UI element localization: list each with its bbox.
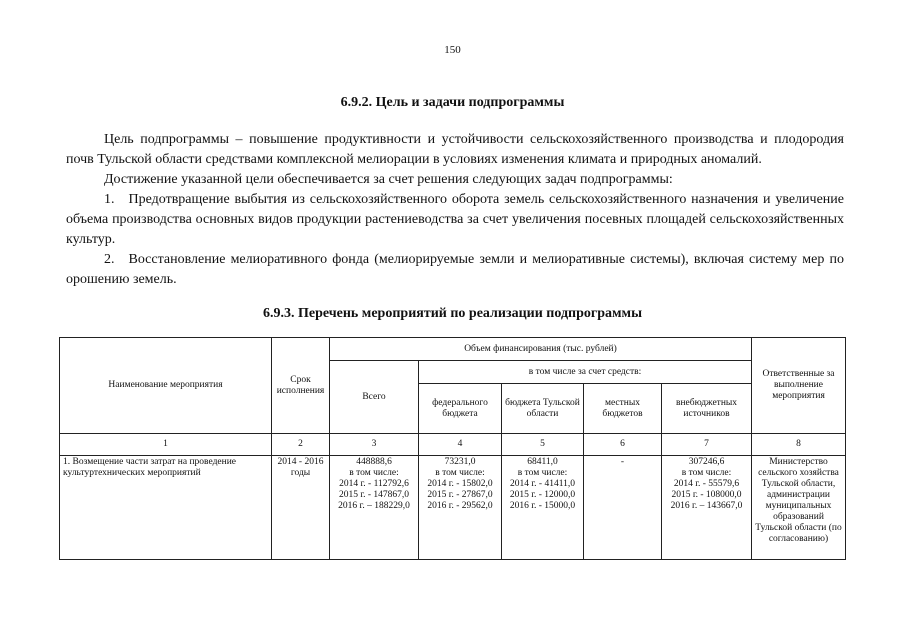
col-number: 7 xyxy=(662,434,752,456)
row1-federal: 73231,0 в том числе: 2014 г. - 15802,0 2015 г. - 27867,0 2016 г. - 29562,0 xyxy=(419,456,502,560)
section-title-goals: 6.9.2. Цель и задачи подпрограммы xyxy=(340,95,565,110)
table-row xyxy=(60,456,846,560)
header-local: местных бюджетов xyxy=(584,384,662,434)
col-number: 1 xyxy=(60,434,272,456)
activities-table xyxy=(59,337,846,560)
row1-responsible: Министерство сельского хозяйства Тульской области, администрации муниципальных образований Тульской области (по согласованию) xyxy=(752,456,846,560)
task-2-paragraph: 2. Восстановление мелиоративного фонда (мелиорируемые земли и мелиоративные системы), включая систему мер по орошению земель. xyxy=(66,252,844,287)
col-number: 6 xyxy=(584,434,662,456)
header-federal: федерального бюджета xyxy=(419,384,502,434)
row1-total: 448888,6 в том числе: 2014 г. - 112792,6 2015 г. - 147867,0 2016 г. – 188229,0 xyxy=(330,456,419,560)
row1-name: 1. Возмещение части затрат на проведение культуртехнических мероприятий xyxy=(60,456,272,560)
header-extra: внебюджетных источников xyxy=(662,384,752,434)
goals-block xyxy=(66,130,844,290)
task-1-paragraph: 1. Предотвращение выбытия из сельскохозяйственного оборота земель сельскохозяйственного назначения и увеличение объема производства основных видов продукции растениеводства за счет увеличения посевных площадей сельскохозяйственных культур. xyxy=(66,192,844,247)
header-total: Всего xyxy=(330,361,419,434)
row1-local: - xyxy=(584,456,662,560)
header-funding: Объем финансирования (тыс. рублей) xyxy=(330,338,752,361)
header-including: в том числе за счет средств: xyxy=(419,361,752,384)
header-regional: бюджета Тульской области xyxy=(502,384,584,434)
col-number: 3 xyxy=(330,434,419,456)
col-number: 8 xyxy=(752,434,846,456)
row1-term: 2014 - 2016 годы xyxy=(272,456,330,560)
header-responsible: Ответственные за выполнение мероприятия xyxy=(752,338,846,434)
header-term: Срок исполнения xyxy=(272,338,330,434)
header-name: Наименование мероприятия xyxy=(60,338,272,434)
tasks-intro-paragraph: Достижение указанной цели обеспечивается за счет решения следующих задач подпрограммы: xyxy=(104,172,673,187)
col-number: 2 xyxy=(272,434,330,456)
goal-paragraph: Цель подпрограммы – повышение продуктивности и устойчивости сельскохозяйственного производства и плодородия почв Тульской области средствами комплексной мелиорации в условиях изменения климата и природных аномалий. xyxy=(66,132,844,167)
row1-extra: 307246,6 в том числе: 2014 г. - 55579,6 2015 г. - 108000,0 2016 г. – 143667,0 xyxy=(662,456,752,560)
col-number: 4 xyxy=(419,434,502,456)
col-number: 5 xyxy=(502,434,584,456)
page-number: 150 xyxy=(444,44,461,56)
row1-regional: 68411,0 в том числе: 2014 г. - 41411,0 2015 г. - 12000,0 2016 г. - 15000,0 xyxy=(502,456,584,560)
section-title-activities: 6.9.3. Перечень мероприятий по реализации подпрограммы xyxy=(262,306,643,321)
